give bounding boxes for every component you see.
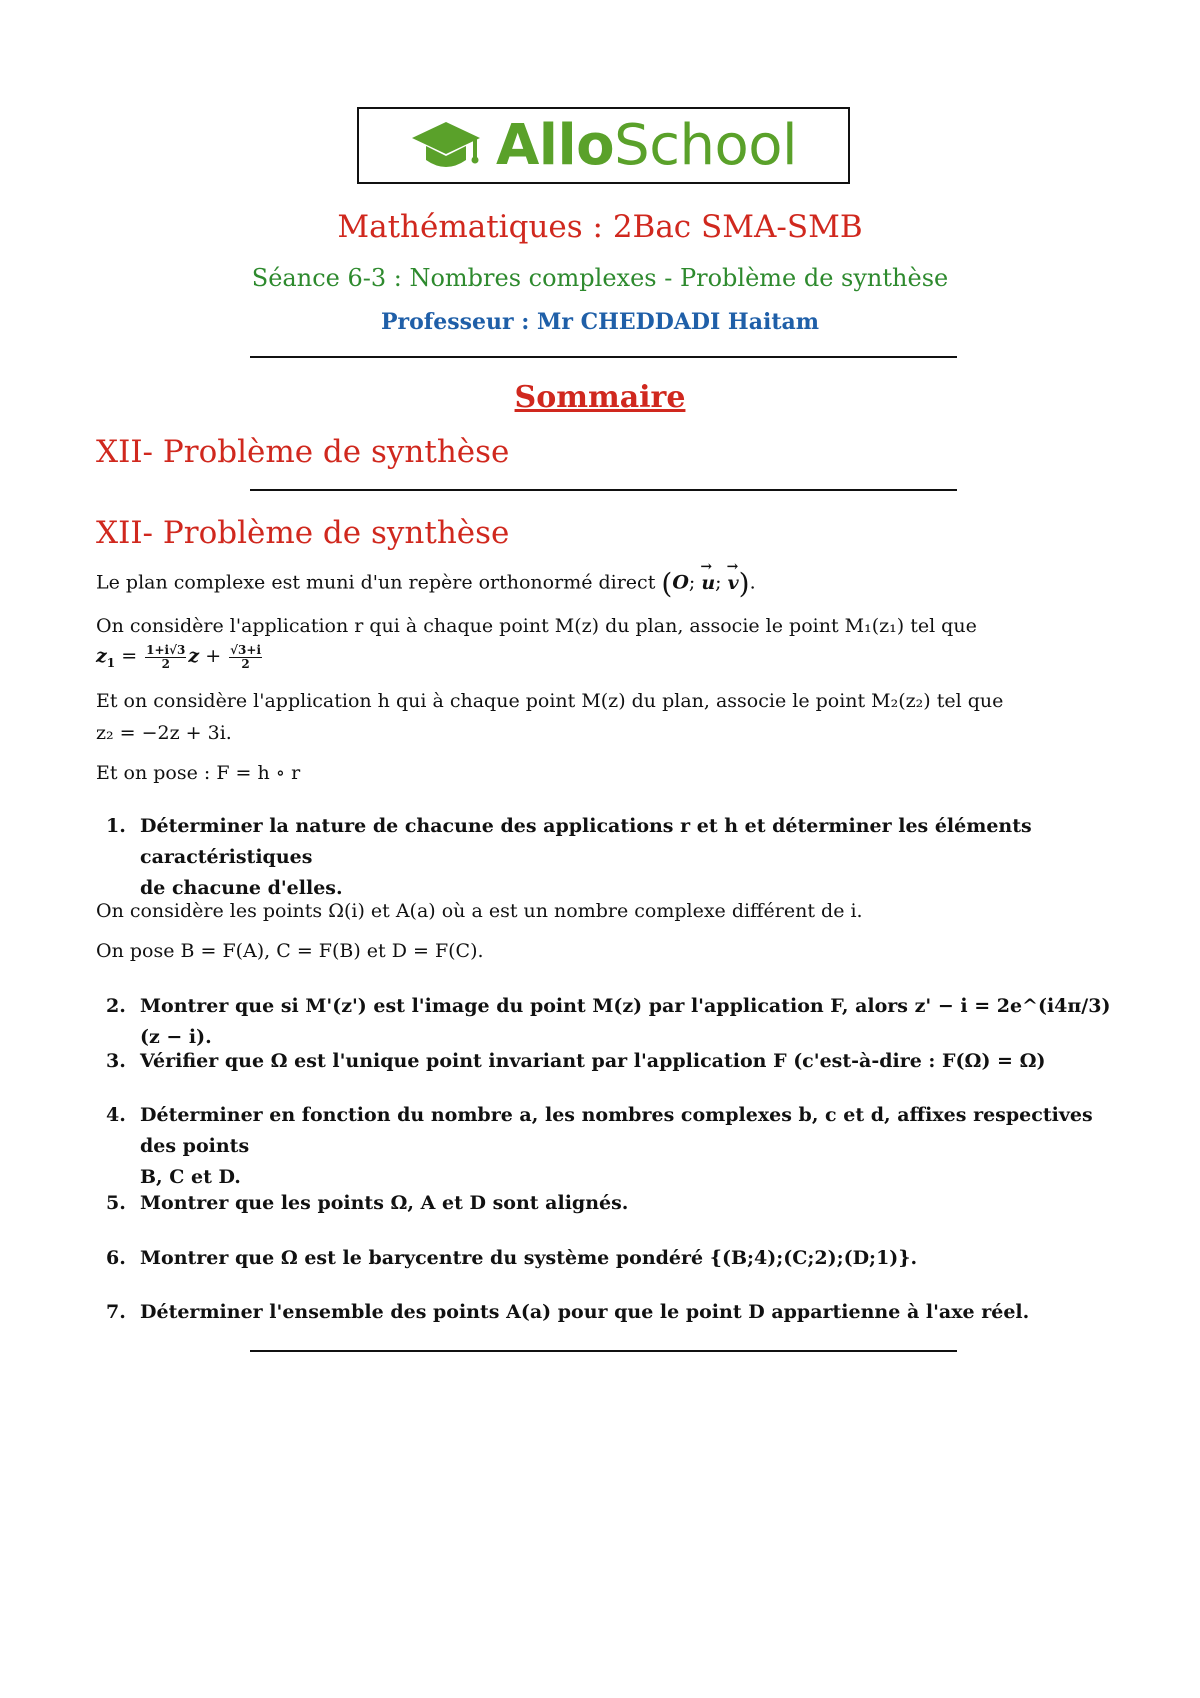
alloschool-logo [357, 107, 850, 184]
composition-definition: Et on pose : F = h ∘ r [96, 762, 301, 784]
divider [250, 1350, 957, 1352]
divider [250, 489, 957, 491]
question-4: 4. Déterminer en fonction du nombre a, les nombres complexes b, c et d, affixes respectives des points B, C et D. [106, 1104, 1093, 1188]
h-formula: z₂ = −2z + 3i. [96, 722, 232, 744]
section-title: XII- Problème de synthèse [96, 515, 510, 551]
sommaire-heading: Sommaire [514, 380, 686, 415]
points-pose: On pose B = F(A), C = F(B) et D = F(C). [96, 940, 484, 962]
h-definition: Et on considère l'application h qui à chaque point M(z) du plan, associe le point M₂(z₂) tel que [96, 690, 1004, 712]
points-definition: On considère les points Ω(i) et A(a) où a est un nombre complexe différent de i. [96, 900, 863, 922]
question-1: 1. Déterminer la nature de chacune des applications r et h et déterminer les éléments caractéristiques de chacune d'elles. [106, 815, 1032, 899]
r-definition: On considère l'application r qui à chaque point M(z) du plan, associe le point M₁(z₁) tel que [96, 615, 977, 637]
intro-paragraph: Le plan complexe est muni d'un repère orthonormé direct (O; u →; v →). [96, 566, 756, 601]
professor-name: Professeur : Mr CHEDDADI Haitam [380, 309, 820, 335]
question-2: 2. Montrer que si M'(z') est l'image du point M(z) par l'application F, alors z' − i = 2e^(i4π/3) (z − i). [106, 995, 1111, 1048]
document-title: Mathématiques : 2Bac SMA-SMB [337, 209, 863, 245]
sommaire-entry: XII- Problème de synthèse [96, 434, 510, 470]
question-5: 5. Montrer que les points Ω, A et D sont alignés. [106, 1192, 629, 1214]
logo-wordmark: AlloSchool [495, 112, 798, 178]
question-6: 6. Montrer que Ω est le barycentre du système pondéré {(B;4);(C;2);(D;1)}. [106, 1247, 918, 1269]
document-subtitle: Séance 6-3 : Nombres complexes - Problème de synthèse [251, 264, 949, 292]
graduation-cap-icon [410, 118, 482, 174]
r-formula: $z_1$ = $\frac{1+i√3}{2}$ z + $\frac{√3+i}{2}$ [96, 643, 262, 671]
question-7: 7. Déterminer l'ensemble des points A(a) pour que le point D appartienne à l'axe réel. [106, 1301, 1030, 1323]
divider [250, 356, 957, 358]
question-3: 3. Vérifier que Ω est l'unique point invariant par l'application F (c'est-à-dire : F(Ω) = Ω) [106, 1050, 1046, 1072]
